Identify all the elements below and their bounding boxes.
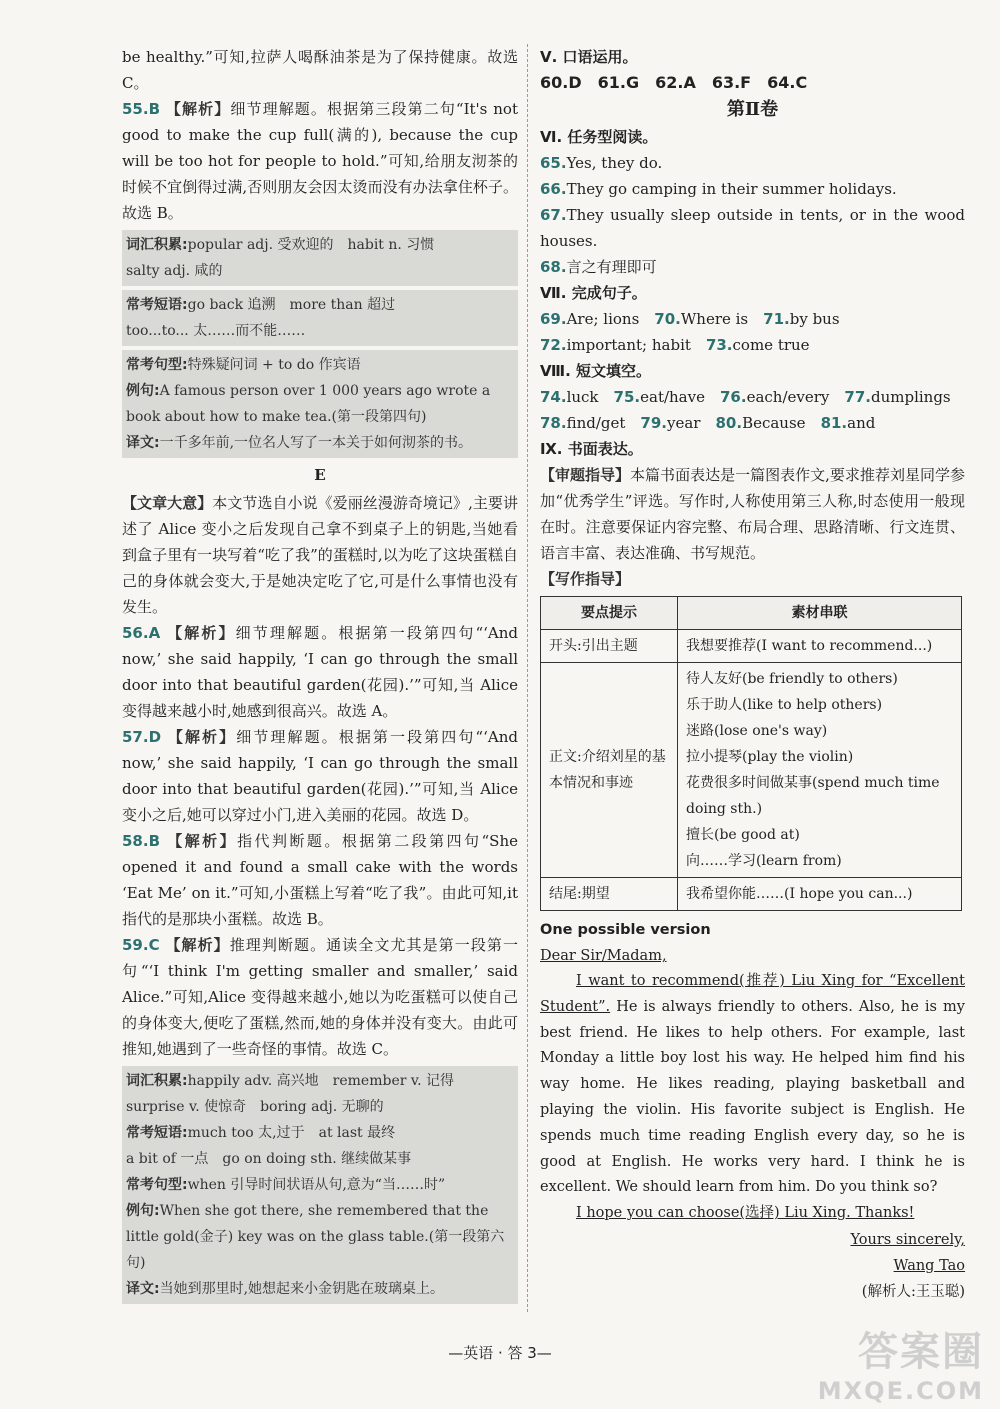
answers-78-81: 78.find/get 79.year 80.Because 81.and bbox=[540, 414, 876, 432]
phrase-line-2: a bit of 一点 go on doing sth. 继续做某事 bbox=[126, 1151, 412, 1167]
answer-68: 68.言之有理即可 bbox=[540, 258, 657, 276]
left-column bbox=[122, 44, 518, 1308]
vocab-line-2: surprise v. 使惊奇 boring adj. 无聊的 bbox=[126, 1099, 384, 1115]
example-line: 例句:When she got there, she remembered that the little gold(金子) key was on the glass table.(第一段第六句) bbox=[126, 1203, 505, 1271]
essay-closing-line: I hope you can choose(选择) Liu Xing. Thanks! bbox=[576, 1205, 915, 1222]
vocab-line-2: salty adj. 咸的 bbox=[126, 263, 223, 279]
section-7-heading: Ⅶ. 完成句子。 bbox=[540, 284, 647, 302]
essay-title: One possible version bbox=[540, 922, 711, 938]
pattern-line: 常考句型:特殊疑问词 + to do 作宾语 bbox=[126, 357, 361, 373]
review-guide: 【审题指导】本篇书面表达是一篇图表作文,要求推荐刘星同学参加“优秀学生”评选。写作时,人称使用第三人称,时态使用一般现在时。注意要保证内容完整、布局合理、思路清晰、行文连贯、语言丰富、表达准确、书写规范。 bbox=[540, 466, 965, 562]
table-header-materials: 素材串联 bbox=[678, 597, 962, 630]
right-column bbox=[540, 44, 965, 1305]
phrase-line-2: too...to... 太……而不能…… bbox=[126, 323, 306, 339]
example-line: 例句:A famous person over 1 000 years ago wrote a book about how to make tea.(第一段第四句) bbox=[126, 383, 491, 425]
summary: 【文章大意】本文节选自小说《爱丽丝漫游奇境记》,主要讲述了 Alice 变小之后发现自己拿不到桌子上的钥匙,当她看到盒子里有一块写着“吃了我”的蛋糕时,以为吃了这块蛋糕自己的身体就会变大,于是她决定吃了它,可是什么事情也没有发生。 bbox=[122, 494, 518, 616]
answer-67: 67.They usually sleep outside in tents, or in the wood houses. bbox=[540, 206, 965, 250]
column-divider bbox=[527, 44, 528, 1312]
phrase-line: 常考短语:much too 太,过于 at last 最终 bbox=[126, 1125, 396, 1141]
vocab-line: 词汇积累:happily adv. 高兴地 remember v. 记得 bbox=[126, 1073, 455, 1089]
translation-line: 译文:当她到那里时,她想起来小金钥匙在玻璃桌上。 bbox=[126, 1281, 445, 1297]
watermark-logo: 答案圈 MXQE.COM bbox=[817, 1329, 984, 1405]
answers-74-77: 74.luck 75.eat/have 76.each/every 77.dumplings bbox=[540, 388, 951, 406]
notes-box-1 bbox=[122, 230, 518, 286]
answer-57: 57.D 【解析】细节理解题。根据第一段第四句“‘And now,’ she said happily, ‘I can go through the small door into that beautiful garden(花园).’”可知,当 Alice 变小之后,她可以穿过小门,进入美丽的花园。故选 D。 bbox=[122, 728, 518, 824]
vocab-line: 词汇积累:popular adj. 受欢迎的 habit n. 习惯 bbox=[126, 237, 435, 253]
answer-56: 56.A 【解析】细节理解题。根据第一段第四句“‘And now,’ she said happily, ‘I can go through the small door into that beautiful garden(花园).’”可知,当 Alice 变得越来越小时,她感到很高兴。故选 A。 bbox=[122, 624, 518, 720]
notes-box-2 bbox=[122, 1066, 518, 1304]
table-row: 开头:引出主题 我想要推荐(I want to recommend...) bbox=[541, 630, 962, 663]
analyst-credit: (解析人:王玉聪) bbox=[861, 1283, 965, 1300]
section-8-heading: Ⅷ. 短文填空。 bbox=[540, 362, 652, 380]
table-row: 正文:介绍刘星的基本情况和事迹 待人友好(be friendly to others) 乐于助人(like to help others) 迷路(lose one's way) 拉小提琴(play the violin) 花费很多时间做某事(spend much time doing sth.) 擅长(be good at) 向……学习(learn from) bbox=[541, 663, 962, 878]
answer-65: 65.Yes, they do. bbox=[540, 154, 663, 172]
answers-60-64: 60.D 61.G 62.A 63.F 64.C bbox=[540, 73, 808, 92]
answer-66: 66.They go camping in their summer holidays. bbox=[540, 180, 897, 198]
section-5-heading: Ⅴ. 口语运用。 bbox=[540, 48, 638, 66]
notes-box-1c bbox=[122, 350, 518, 458]
section-6-heading: Ⅵ. 任务型阅读。 bbox=[540, 128, 658, 146]
page-footer: —英语 · 答 3— bbox=[448, 1344, 552, 1362]
essay-salutation: Dear Sir/Madam, bbox=[540, 948, 667, 964]
section-e-title: E bbox=[314, 466, 326, 484]
volume-2-title: 第Ⅱ卷 bbox=[726, 99, 779, 120]
answer-58: 58.B 【解析】指代判断题。根据第二段第四句“She opened it and found a small cake with the words ‘Eat Me’ on it.”可知,小蛋糕上写着“吃了我”。由此可知,it 指代的是那块小蛋糕。故选 B。 bbox=[122, 832, 518, 928]
essay-body: I want to recommend(推荐) Liu Xing for “Excellent Student”. He is always friendly to others. Also, he is my best friend. He likes to help others. For example, last Monday a little boy lost his way. He helped him find his way home. He likes reading, playing basketball and playing the violin. His favorite subject is English. He spends much time reading English every day, so he is good at English. He works very hard. I think he is excellent. We should learn from him. Do you think so? bbox=[540, 973, 965, 1196]
essay-sign-off: Yours sincerely, bbox=[850, 1231, 965, 1248]
phrase-line: 常考短语:go back 追溯 more than 超过 bbox=[126, 297, 396, 313]
section-9-heading: Ⅸ. 书面表达。 bbox=[540, 440, 643, 458]
notes-box-1b bbox=[122, 290, 518, 346]
answers-69-71: 69.Are; lions 70.Where is 71.by bus bbox=[540, 310, 840, 328]
answers-72-73: 72.important; habit 73.come true bbox=[540, 336, 810, 354]
translation-line: 译文:一千多年前,一位名人写了一本关于如何沏茶的书。 bbox=[126, 435, 473, 451]
writing-guide-label: 【写作指导】 bbox=[540, 570, 631, 588]
table-row: 结尾:期望 我希望你能……(I hope you can...) bbox=[541, 878, 962, 911]
answer-59: 59.C 【解析】推理判断题。通读全文尤其是第一段第一句“‘I think I'm getting smaller and smaller,’ said Alice.”可知,Alice 变得越来越小,她以为吃蛋糕可以使自己的身体变大,便吃了蛋糕,然而,她的身体并没有变大。由此可推知,她遇到了一些奇怪的事情。故选 C。 bbox=[122, 936, 518, 1058]
table-header-points: 要点提示 bbox=[541, 597, 678, 630]
writing-guide-table bbox=[540, 596, 962, 911]
paragraph-top: be healthy.”可知,拉萨人喝酥油茶是为了保持健康。故选 C。 bbox=[122, 48, 518, 92]
pattern-line: 常考句型:when 引导时间状语从句,意为“当……时” bbox=[126, 1177, 446, 1193]
essay-name: Wang Tao bbox=[893, 1257, 965, 1274]
answer-55: 55.B 【解析】细节理解题。根据第三段第二句“It's not good to make the cup full(满的), because the cup will be too hot for people to hold.”可知,给朋友沏茶的时候不宜倒得过满,否则朋友会因太烫而没有办法拿住杯子。故选 B。 bbox=[122, 100, 518, 222]
